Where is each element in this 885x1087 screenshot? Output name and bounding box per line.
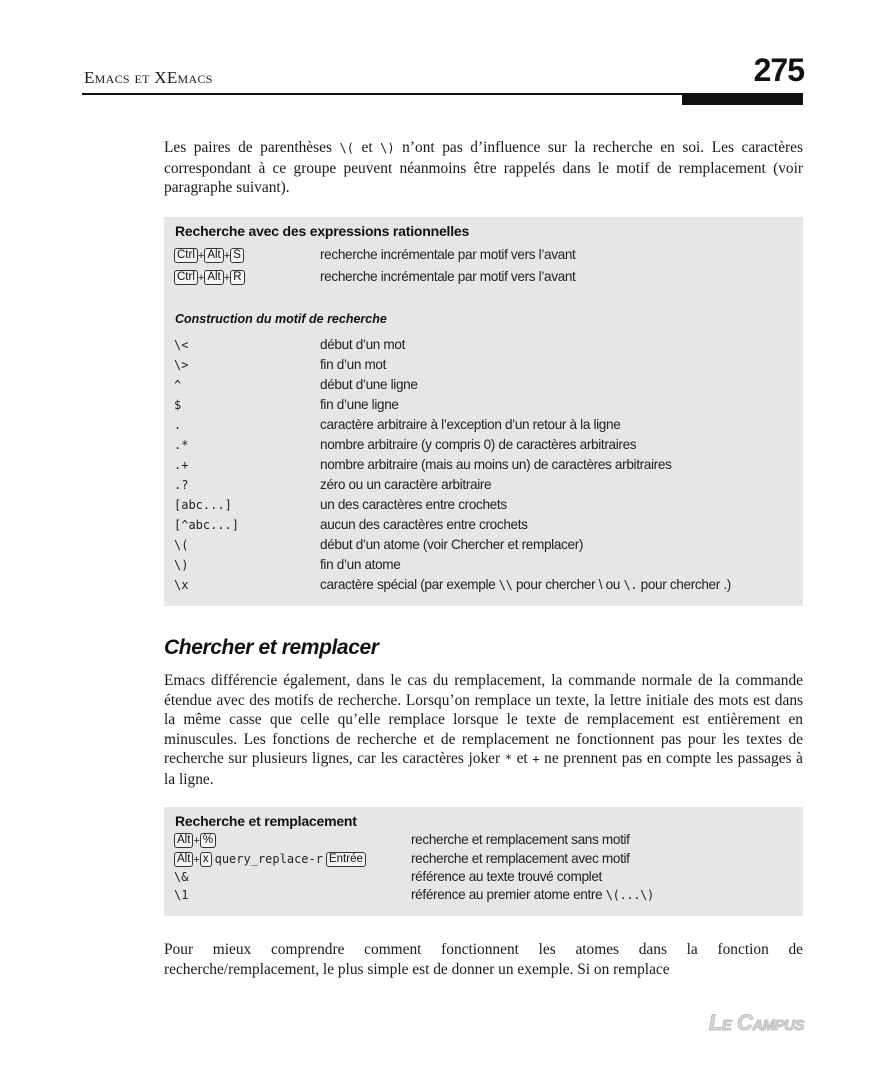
inline-code: \(	[339, 141, 354, 155]
key-x: x	[200, 852, 212, 867]
pattern-description: fin d’un atome	[320, 557, 401, 572]
page-number: 275	[753, 52, 804, 88]
pattern: .?	[174, 478, 189, 492]
pattern-description: fin d’un mot	[320, 357, 387, 372]
pattern: .+	[174, 458, 189, 472]
shortcut-description: recherche et remplacement sans motif	[411, 832, 630, 847]
pattern-row	[174, 556, 795, 576]
shortcut-description: recherche incrémentale par motif vers l’avant	[320, 269, 576, 284]
key-enter: Entrée	[326, 852, 366, 867]
regex-search-box	[164, 217, 803, 606]
section-heading: Chercher et remplacer	[164, 636, 379, 659]
pattern-description: zéro ou un caractère arbitraire	[320, 477, 492, 492]
pattern: [^abc...]	[174, 518, 240, 532]
text: caractère spécial (par exemple	[320, 577, 499, 592]
shortcut-row	[174, 831, 795, 851]
key-ctrl: Ctrl	[174, 248, 198, 263]
shortcut-row	[174, 850, 795, 870]
box-subtitle: Construction du motif de recherche	[175, 312, 387, 326]
pattern-row	[174, 436, 795, 456]
pattern: .*	[174, 438, 189, 452]
pattern-row	[174, 868, 795, 888]
pattern-row	[174, 336, 795, 356]
pattern-row	[174, 476, 795, 496]
pattern-row	[174, 456, 795, 476]
pattern: \x	[174, 578, 189, 592]
key-ctrl: Ctrl	[174, 270, 198, 285]
pattern-row	[174, 416, 795, 436]
inline-code: +	[532, 752, 540, 766]
intro-paragraph	[164, 138, 803, 198]
pattern-row	[174, 516, 795, 536]
key-alt: Alt	[204, 270, 223, 285]
header-tab-bar	[682, 95, 803, 105]
key-combo: Ctrl + Alt + R	[174, 268, 245, 287]
pattern-description: un des caractères entre crochets	[320, 497, 507, 512]
pattern-row	[174, 886, 795, 906]
text: n’ont pas d’influence sur la recherche en soi. Les caractères correspondant à ce groupe peuvent néanmoins être rappelés dans le motif de remplacement (voir paragraphe suivant).	[164, 139, 803, 196]
pattern-description	[320, 576, 731, 594]
text: pour chercher \ ou	[512, 577, 624, 592]
pattern-row	[174, 536, 795, 556]
text: pour chercher .)	[637, 577, 731, 592]
pattern-row	[174, 396, 795, 416]
key-combo: Ctrl + Alt + S	[174, 246, 244, 265]
inline-code: \(...\)	[605, 888, 654, 902]
command-name: query_replace-r	[214, 852, 323, 866]
pattern-description: début d’un atome (voir Chercher et remplacer)	[320, 537, 584, 552]
pattern: ^	[174, 378, 182, 392]
inline-code: \.	[623, 578, 638, 592]
pattern-description: référence au texte trouvé complet	[411, 869, 602, 884]
publisher-logo: Le Campus	[708, 1010, 804, 1035]
text: ne prennent pas en compte les passages à la ligne.	[164, 750, 803, 788]
text: et	[511, 750, 533, 767]
pattern-description: nombre arbitraire (mais au moins un) de caractères arbitraires	[320, 457, 672, 472]
inline-code: \)	[380, 141, 395, 155]
pattern-row	[174, 356, 795, 376]
pattern-row	[174, 496, 795, 516]
body-paragraph	[164, 671, 803, 789]
text: référence au premier atome entre	[411, 887, 606, 902]
pattern: \1	[174, 888, 189, 902]
closing-paragraph: Pour mieux comprendre comment fonctionnent les atomes dans la fonction de recherche/remplacement, le plus simple est de donner un exemple. Si on remplace	[164, 941, 803, 978]
pattern: [abc...]	[174, 498, 232, 512]
key-r: R	[230, 270, 244, 285]
pattern: \>	[174, 358, 189, 372]
running-title: Emacs et XEmacs	[84, 68, 213, 87]
shortcut-row	[174, 268, 795, 288]
pattern: \)	[174, 558, 189, 572]
shortcut-description: recherche et remplacement avec motif	[411, 851, 630, 866]
box-title: Recherche avec des expressions rationnelles	[175, 223, 470, 239]
pattern: \&	[174, 870, 189, 884]
inline-code: *	[504, 752, 512, 766]
search-replace-box	[164, 807, 803, 916]
pattern-description	[411, 886, 654, 904]
shortcut-row	[174, 246, 795, 266]
inline-code: \\	[498, 578, 513, 592]
pattern: \<	[174, 338, 189, 352]
pattern-description: début d’une ligne	[320, 377, 418, 392]
pattern-row	[174, 576, 795, 596]
key-combo: Alt + x query_replace-r Entrée	[174, 850, 366, 869]
pattern-description: nombre arbitraire (y compris 0) de caractères arbitraires	[320, 437, 637, 452]
key-percent: %	[200, 833, 216, 848]
key-combo: Alt + %	[174, 831, 216, 850]
text: Les paires de parenthèses	[164, 139, 340, 156]
key-alt: Alt	[174, 852, 193, 867]
pattern-description: fin d’une ligne	[320, 397, 399, 412]
box-title: Recherche et remplacement	[175, 813, 357, 829]
pattern: $	[174, 398, 182, 412]
text: et	[353, 139, 381, 156]
shortcut-description: recherche incrémentale par motif vers l’avant	[320, 247, 576, 262]
pattern: .	[174, 418, 182, 432]
pattern: \(	[174, 538, 189, 552]
pattern-description: caractère arbitraire à l’exception d’un retour à la ligne	[320, 417, 621, 432]
pattern-description: début d’un mot	[320, 337, 406, 352]
pattern-description: aucun des caractères entre crochets	[320, 517, 528, 532]
text: Emacs différencie également, dans le cas du remplacement, la commande normale de la commande étendue avec des motifs de recherche. Lorsqu’on remplace un texte, la lettre initiale des mots est dans la même casse que celle qu’elle remplace lorsque le texte de remplacement est entièrement en minuscules. Les fonctions de recherche et de remplacement ne fonctionnent pas pour les textes de recherche sur plusieurs lignes, car les caractères joker	[164, 672, 803, 767]
key-alt: Alt	[204, 248, 223, 263]
key-alt: Alt	[174, 833, 193, 848]
pattern-row	[174, 376, 795, 396]
key-s: S	[230, 248, 244, 263]
